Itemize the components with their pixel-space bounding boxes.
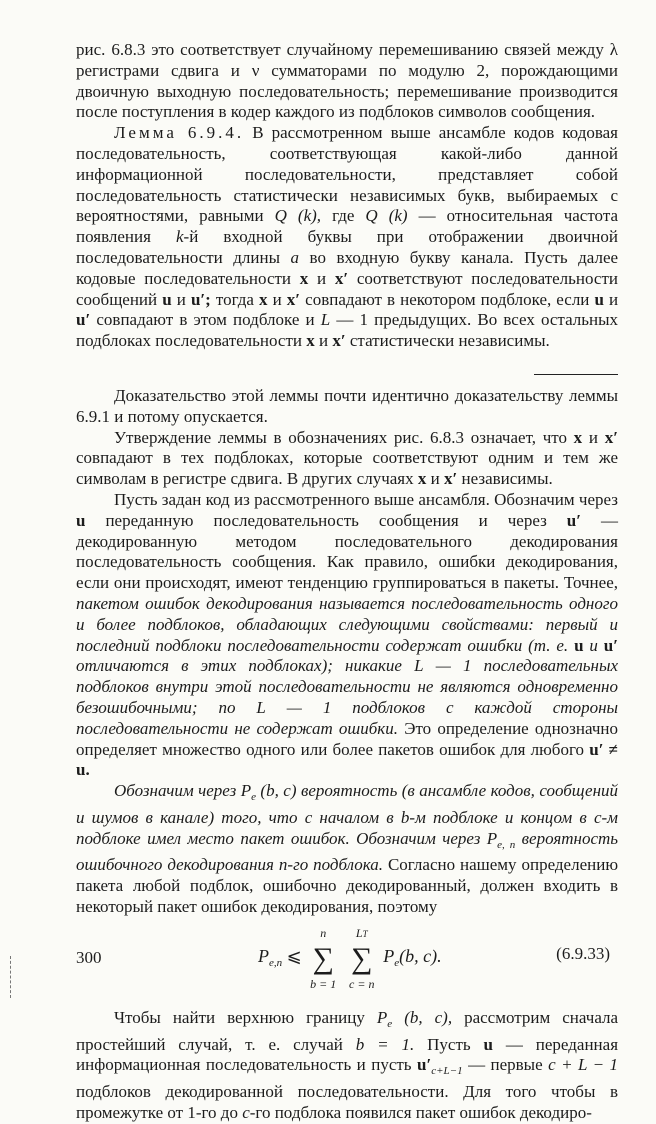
subscript: c+L−1 — [431, 1065, 463, 1078]
text: независимы. — [461, 469, 553, 489]
text: соответствуют последовательности сообщений — [76, 268, 618, 309]
symbol: P — [486, 828, 498, 848]
italic-text: — 1 последовательных подблоков внутри этой последовательности не являются одновременно безошибочными; по — [76, 656, 619, 717]
symbol: P — [240, 781, 252, 801]
text: совпадают в тех подблоках, которые соответствуют одним и тем же символам в регистре сдвига. В других случаях — [76, 448, 618, 489]
subscript: e — [251, 791, 256, 804]
italic-text: Обозначим через — [114, 781, 237, 801]
text: и — [176, 289, 186, 309]
lemma-end-rule-area — [76, 352, 618, 386]
math: x — [259, 289, 268, 309]
sum-upper-limit: n — [320, 925, 327, 940]
text: подблоков декодированной последовательности. Для того чтобы в промежутке от 1-го до — [76, 1082, 618, 1123]
math: x′ — [332, 331, 346, 351]
text: Чтобы найти верхнюю границу — [114, 1007, 365, 1027]
subscript: e, n — [497, 838, 516, 851]
text: Пусть — [427, 1034, 471, 1054]
leq-sign: ⩽ — [286, 945, 302, 966]
margin-scan-mark — [10, 956, 11, 998]
text: рассмотрим сначала простейший случай, т. е. случай — [76, 1007, 619, 1054]
text: Утверждение леммы в обозначениях рис. 6.8.3 означает, что — [114, 427, 567, 447]
text: совпадают в некотором подблоке, если — [305, 289, 590, 309]
text: В рассмотренном выше ансамбле кодов кодовая последовательность, соответствующая какой-либо данной информационной последовательности, представляет собой последовательность статистически независимых букв, выбираемых с вероятностями, равными — [76, 123, 619, 226]
math: u — [594, 289, 604, 309]
math: x — [417, 469, 427, 489]
italic-text: вероятность (в ансамбле кодов, сообщений и шумов в канале) того, что с началом в — [76, 781, 619, 827]
math: u′ ≠ u. — [76, 739, 619, 780]
math — [376, 1007, 393, 1030]
paragraph-intro — [76, 40, 618, 123]
paragraph-upper-bound — [76, 1008, 618, 1124]
text: Доказательство этой леммы почти идентично доказательству леммы 6.9.1 и потому опускается. — [76, 385, 618, 426]
math: b = 1. — [355, 1034, 415, 1054]
math: u′ — [566, 510, 582, 530]
sum-lower-limit: b = 1 — [310, 976, 337, 991]
math — [240, 781, 256, 804]
lemma-6-9-4 — [76, 123, 618, 352]
math — [486, 828, 516, 851]
page-body — [76, 40, 618, 1124]
subscript: e,n — [269, 956, 283, 969]
page-number: 300 — [76, 948, 102, 967]
math — [417, 1055, 463, 1078]
italic-text: вероятность ошибочного декодирования — [76, 828, 619, 875]
lemma-label: Лемма 6.9.4. — [114, 123, 245, 143]
text: переданную последовательность сообщения и через — [105, 510, 547, 530]
sum-b: ∑ n b = 1 — [308, 942, 338, 976]
math: u′ — [603, 635, 619, 655]
italic-text: -го подблока. — [287, 855, 384, 875]
text: — переданная информационная последовательность и пусть — [76, 1034, 619, 1075]
paragraph-claim — [76, 428, 618, 490]
math: (b, c) — [260, 781, 297, 801]
math: k — [175, 227, 184, 247]
symbol: L — [355, 925, 363, 940]
paragraph-burst-definition — [76, 490, 618, 781]
italic-text: и — [589, 635, 598, 655]
text: и — [319, 331, 329, 351]
text: — относительная частота появления — [76, 206, 619, 247]
text: рис. 6.8.3 это соответствует случайному перемешиванию связей между λ регистрами сдвига и ν сумматорами по модулю 2, порождающими двоичную выходную последовательность; перемешивание производится после поступления в кодер каждого из подблоков символов сообщения. — [76, 40, 618, 122]
text: и — [588, 427, 598, 447]
text: и — [316, 268, 327, 288]
paragraph-burst-probability — [76, 781, 618, 918]
math: x — [306, 331, 315, 351]
math: x′ — [334, 268, 349, 288]
math: Q (k), — [274, 206, 322, 226]
equation-6-9-33 — [76, 925, 618, 998]
math: c — [593, 807, 602, 827]
math: u′ — [76, 310, 91, 330]
math: x′ — [604, 427, 618, 447]
math: b — [400, 807, 410, 827]
math: c — [242, 1103, 250, 1123]
math: u — [76, 510, 86, 530]
math: u — [574, 635, 584, 655]
sum-c: ∑ LT c = n — [347, 942, 377, 976]
math: x′ — [443, 469, 458, 489]
subscript: e — [394, 956, 400, 969]
text: тогда — [215, 289, 254, 309]
math: x — [573, 427, 583, 447]
math: c + L − 1 — [548, 1055, 619, 1075]
italic-text: -м подблоке имел место пакет ошибок. Обозначим через — [76, 807, 619, 848]
text: и — [609, 289, 619, 309]
math: u — [483, 1034, 494, 1054]
text: где — [332, 206, 355, 226]
math: Q (k) — [365, 206, 408, 226]
math: x′ — [286, 289, 301, 309]
symbol: P — [376, 1007, 388, 1027]
math: (b, c), — [404, 1007, 453, 1027]
math: n — [278, 855, 288, 875]
text: Это определение однозначно определяет множество одного или более пакетов ошибок для любого — [76, 718, 618, 759]
text: и — [430, 469, 440, 489]
text: — первые — [468, 1055, 543, 1075]
text: — декодированную методом последовательного декодирования последовательность сообщения. Как правило, ошибки декодирования, если они происходят, имеют тенденцию группироваться в пакеты. Точнее, — [76, 510, 619, 593]
paragraph-proof — [76, 386, 618, 428]
italic-text: — 1 подблоков с каждой стороны последовательности не содержат ошибки. — [76, 697, 619, 738]
math: L — [256, 697, 266, 717]
sum-upper-limit — [347, 926, 377, 941]
equation-body — [258, 925, 442, 991]
math: a — [290, 247, 300, 267]
math: x — [299, 268, 309, 288]
sum-lower-limit: c = n — [349, 976, 375, 991]
math: L — [414, 656, 424, 676]
italic-text: -м подблоке и концом в — [409, 807, 587, 827]
italic-text: отличаются в этих подблоках); никакие — [76, 656, 402, 676]
math: L — [320, 310, 331, 330]
lemma-end-rule — [534, 374, 618, 375]
equation-number: (6.9.33) — [556, 943, 610, 963]
symbol: u′ — [417, 1055, 432, 1075]
subscript: e — [387, 1017, 393, 1030]
math: u′; — [190, 289, 211, 309]
symbol: P — [258, 945, 269, 966]
math: u — [162, 289, 172, 309]
text: во входную букву канала. Пусть далее кодовые последовательности — [76, 247, 619, 288]
text: — 1 предыдущих. Во всех остальных подблоках последовательности — [76, 310, 619, 351]
arguments: (b, c). — [399, 945, 442, 966]
italic-text: пакетом ошибок декодирования называется последовательность одного и более подблоков, обладающих следующими свойствами: первый и последний подблоки последовательности содержат ошибки (т. е. — [76, 593, 618, 655]
text: -й входной буквы при отображении двоичной последовательности длины — [76, 227, 618, 267]
text: статистически независимы. — [349, 331, 550, 351]
text: и — [272, 289, 282, 309]
text: -го подблока появился пакет ошибок декодиро- — [249, 1103, 592, 1123]
symbol: P — [383, 945, 395, 966]
text: совпадают в этом подблоке и — [96, 310, 315, 330]
text: Согласно нашему определению пакета любой подблок, ошибочно декодированный, должен входить в некоторый пакет ошибок декодирования, поэтому — [76, 855, 619, 917]
text: Пусть задан код из рассмотренного выше ансамбля. Обозначим через — [114, 489, 618, 509]
subscript: T — [362, 928, 368, 939]
